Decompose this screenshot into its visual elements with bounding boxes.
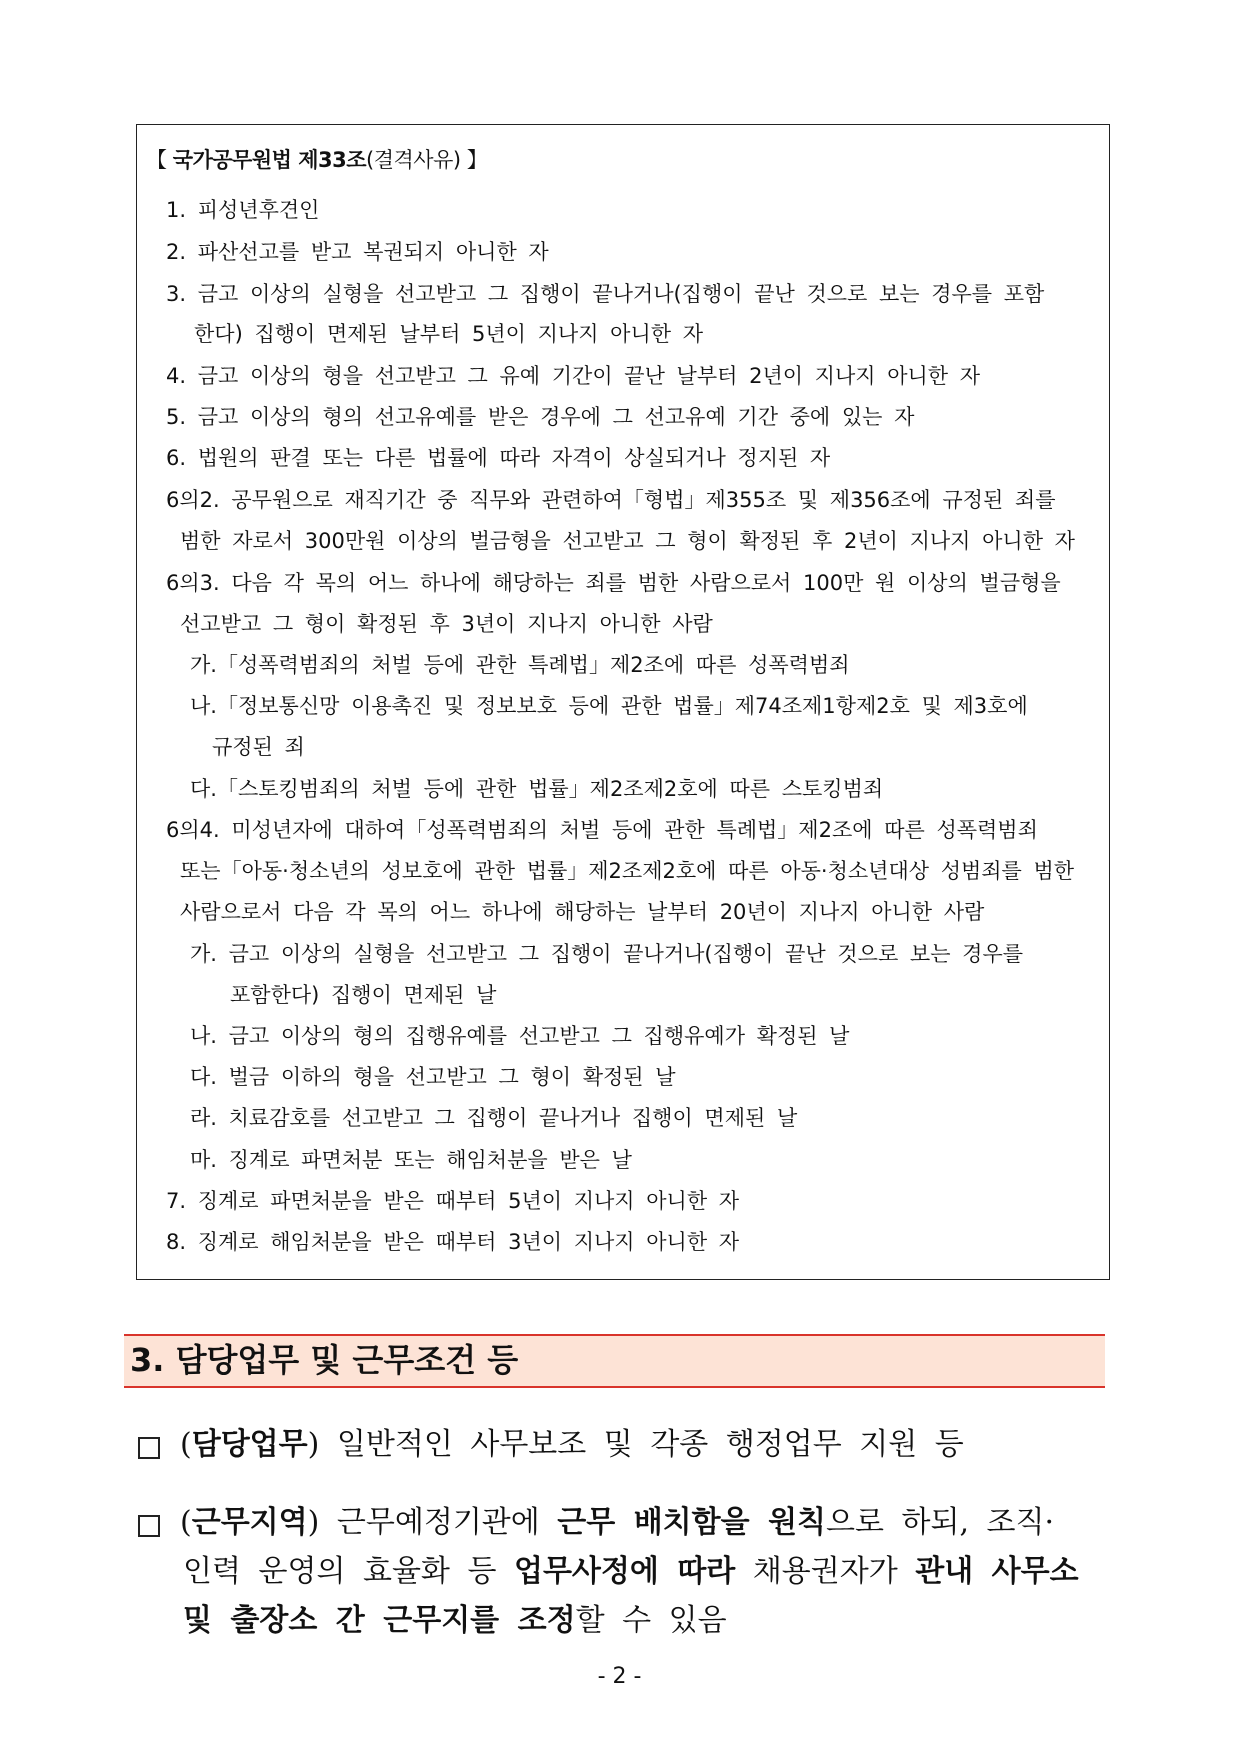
location-label: 근무지역 (191, 1505, 308, 1540)
duties-label: 담당업무 (191, 1427, 308, 1462)
law-line: 포함한다) 집행이 면제된 날 (230, 983, 497, 1007)
law-line: 선고받고 그 형이 확정된 후 3년이 지나지 아니한 사람 (180, 612, 713, 636)
location-emphasis: 근무 배치함을 원칙 (557, 1505, 827, 1540)
law-line: 6의3. 다음 각 목의 어느 하나에 해당하는 죄를 범한 사람으로서 100만 원 이상의 벌금형을 (166, 571, 1061, 595)
law-line: 마. 징계로 파면처분 또는 해임처분을 받은 날 (190, 1148, 632, 1172)
law-line: 범한 자로서 300만원 이상의 벌금형을 선고받고 그 형이 확정된 후 2년이 지나지 아니한 자 (180, 529, 1075, 553)
law-line: 3. 금고 이상의 실형을 선고받고 그 집행이 끝나거나(집행이 끝난 것으로 보는 경우를 포함 (166, 282, 1045, 306)
duties-text: 일반적인 사무보조 및 각종 행정업무 지원 등 (319, 1427, 964, 1462)
law-line: 다. 벌금 이하의 형을 선고받고 그 형이 확정된 날 (190, 1065, 676, 1089)
location-emphasis: 업무사정에 따라 (513, 1554, 736, 1589)
location-text: 으로 하되, 조직· (826, 1505, 1055, 1540)
location-text: 채용권자가 (735, 1554, 916, 1589)
location-line-3 (183, 1603, 727, 1638)
law-line: 6. 법원의 판결 또는 다른 법률에 따라 자격이 상실되거나 정지된 자 (166, 446, 831, 470)
law-article-subject: (결격사유) 】 (366, 148, 488, 172)
location-text: 인력 운영의 효율화 등 (183, 1554, 514, 1589)
law-line: 가.「성폭력범죄의 처벌 등에 관한 특례법」제2조에 따른 성폭력범죄 (190, 653, 850, 677)
law-line: 6의2. 공무원으로 재직기간 중 직무와 관련하여「형법」제355조 및 제356조에 규정된 죄를 (166, 488, 1056, 512)
paren-close: ) (307, 1427, 320, 1462)
location-emphasis: 관내 사무소 (915, 1554, 1079, 1589)
title-bracket-open: 【 (146, 148, 173, 172)
law-line: 다.「스토킹범죄의 처벌 등에 관한 법률」제2조제2호에 따른 스토킹범죄 (190, 777, 884, 801)
law-line: 1. 피성년후견인 (166, 198, 320, 222)
paren-open: ( (180, 1427, 192, 1462)
location-line-1 (180, 1505, 1055, 1540)
law-line: 한다) 집행이 면제된 날부터 5년이 지나지 아니한 자 (194, 322, 703, 346)
law-line: 4. 금고 이상의 형을 선고받고 그 유예 기간이 끝난 날부터 2년이 지나지 아니한 자 (166, 364, 981, 388)
page-number: - 2 - (597, 1664, 642, 1689)
paren-close: ) (307, 1505, 320, 1540)
law-article-name: 국가공무원법 제33조 (172, 148, 367, 172)
law-line: 2. 파산선고를 받고 복권되지 아니한 자 (166, 240, 549, 264)
paren-open: ( (180, 1505, 192, 1540)
law-line: 6의4. 미성년자에 대하여「성폭력범죄의 처벌 등에 관한 특례법」제2조에 따른 성폭력범죄 (166, 818, 1038, 842)
section-title: 3. 담당업무 및 근무조건 등 (130, 1341, 519, 1379)
law-line: 또는「아동·청소년의 성보호에 관한 법률」제2조제2호에 따른 아동·청소년대상 성범죄를 범한 (180, 859, 1075, 883)
duties-item (180, 1427, 964, 1462)
law-line: 5. 금고 이상의 형의 선고유예를 받은 경우에 그 선고유예 기간 중에 있는 자 (166, 405, 915, 429)
law-line: 나. 금고 이상의 형의 집행유예를 선고받고 그 집행유예가 확정된 날 (190, 1024, 850, 1048)
checkbox-icon (138, 1437, 160, 1459)
law-line: 가. 금고 이상의 실형을 선고받고 그 집행이 끝나거나(집행이 끝난 것으로 보는 경우를 (190, 942, 1024, 966)
law-line: 라. 치료감호를 선고받고 그 집행이 끝나거나 집행이 면제된 날 (190, 1106, 798, 1130)
checkbox-icon (138, 1515, 160, 1537)
law-line: 8. 징계로 해임처분을 받은 때부터 3년이 지나지 아니한 자 (166, 1230, 740, 1254)
location-text: 근무예정기관에 (319, 1505, 558, 1540)
law-box-title (146, 150, 487, 171)
law-line: 나.「정보통신망 이용촉진 및 정보보호 등에 관한 법률」제74조제1항제2호 및 제3호에 (190, 694, 1028, 718)
location-text: 할 수 있음 (575, 1603, 727, 1638)
law-line: 7. 징계로 파면처분을 받은 때부터 5년이 지나지 아니한 자 (166, 1189, 740, 1213)
location-line-2 (183, 1554, 1079, 1589)
law-line: 사람으로서 다음 각 목의 어느 하나에 해당하는 날부터 20년이 지나지 아니한 사람 (180, 900, 985, 924)
law-line: 규정된 죄 (212, 735, 305, 759)
location-emphasis: 및 출장소 간 근무지를 조정 (183, 1603, 576, 1638)
